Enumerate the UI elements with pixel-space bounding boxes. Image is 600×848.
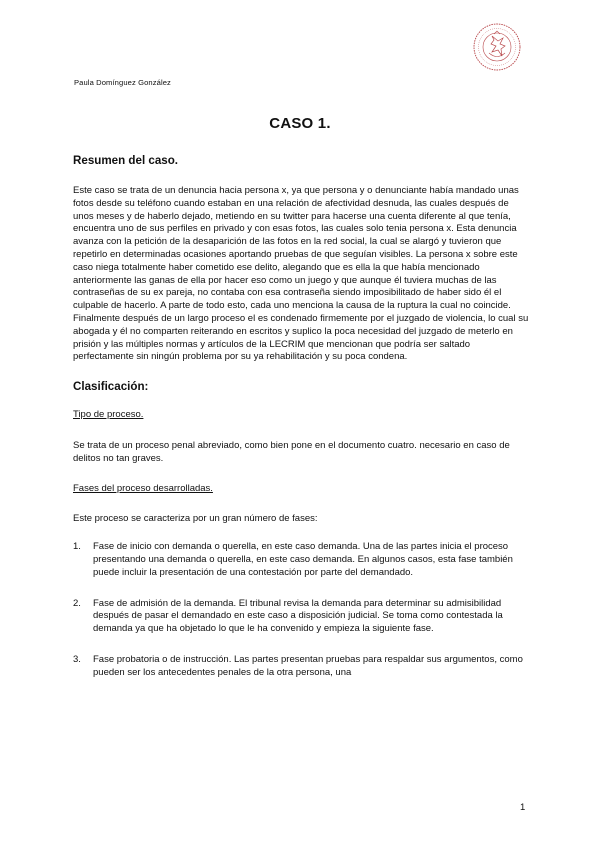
process-type-paragraph: Se trata de un proceso penal abreviado, como bien pone en el documento cuatro. necesario en caso de delitos no tan graves. — [73, 439, 510, 464]
page-number: 1 — [520, 802, 526, 813]
phases-intro: Este proceso se caracteriza por un gran número de fases: — [73, 513, 318, 525]
list-item-number: 3. — [73, 653, 81, 665]
list-item-text: Fase de inicio con demanda o querella, en este caso demanda. Una de las partes inicia el proceso presentando una demanda o querella, en este caso demanda. En algunos casos, esta fase también puede incluir la presentación de una contestación por parte del demandado. — [93, 541, 513, 578]
list-item — [73, 541, 529, 579]
list-item-number: 1. — [73, 541, 81, 553]
process-type-heading: Tipo de proceso. — [73, 409, 144, 421]
list-item-number: 2. — [73, 597, 81, 609]
document-title: CASO 1. — [269, 115, 331, 132]
list-item-text: Fase de admisión de la demanda. El tribunal revisa la demanda para determinar su admisibilidad después de pasar el demandado en este caso a disposición judicial. Se toma como contestada la demanda ya que ha objetado lo que le ha convenido y empieza la siguiente fase. — [93, 597, 503, 635]
list-item — [73, 654, 529, 680]
phases-list — [73, 541, 529, 679]
summary-heading: Resumen del caso. — [73, 154, 179, 167]
university-seal-logo — [472, 22, 522, 72]
classification-heading: Clasificación: — [73, 380, 149, 394]
author-name: Paula Domínguez González — [74, 78, 171, 87]
document-body — [73, 154, 529, 698]
summary-paragraph: Este caso se trata de un denuncia hacia persona x, ya que persona y o denunciante había mandado unas fotos desde su teléfono cuando estaban en una relación de afectividad desnuda, las cuales después de unos meses y de haberlo dejado, metiendo en su twitter para hacerse una cuenta diferente al que tenía, encuentra uno de sus perfiles en privado y con esas fotos, las cuales solo tenia persona x. Esta denuncia avanza con la petición de la desaparición de las fotos en la red social, la cual se alargó y tuvieron que repetirlo en determinadas ocasiones aportando pruebas de que seguían visibles. La persona x sobre este caso niega totalmente haber cometido ese delito, alegando que es ella la que había mencionado anteriormente las ganas de ella por hacer eso como un juego y que aunque él tuviera muchas de las contraseñas de su ex pareja, no contaba con esa contraseña siendo imposibilitado de haber sido él el culpable de hacerlo. A parte de todo esto, cada uno menciona la causa de la ruptura la cual no coincide. Finalmente después de un largo proceso el es condenado firmemente por el juzgado de violencia, lo cual su abogada y él no comparten reiterando en escritos y suplico la poca necesidad del juzgado de meterlo en prisión y las múltiples normas y artículos de la LECRIM que mencionan que podría ser saltado perfectamente sin ningún problema por su ya rehabilitación y su poca condena. — [73, 185, 529, 363]
list-item-text: Fase probatoria o de instrucción. Las partes presentan pruebas para respaldar sus argumentos, como pueden ser los antecedentes penales de la otra persona, una — [93, 653, 523, 678]
phases-heading: Fases del proceso desarrolladas. — [73, 482, 213, 494]
list-item — [73, 598, 529, 636]
